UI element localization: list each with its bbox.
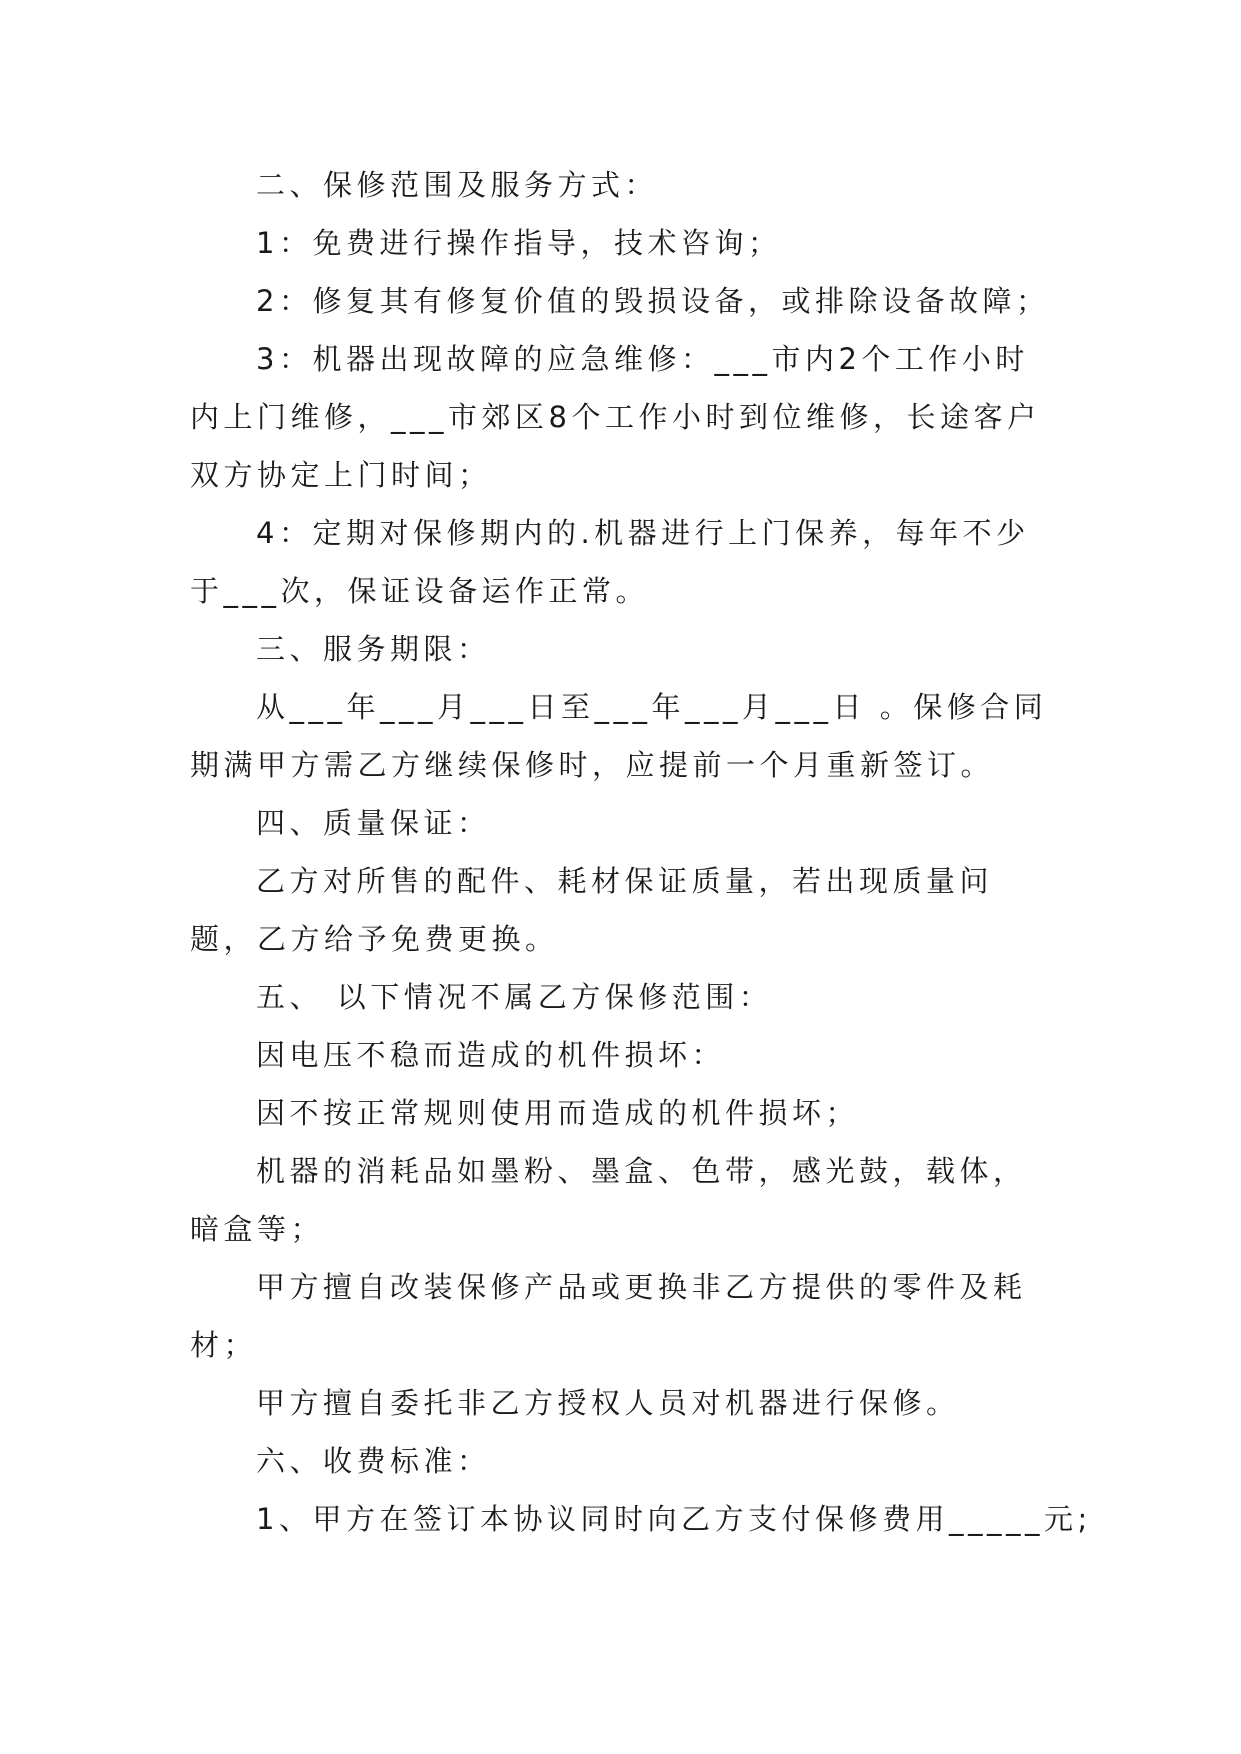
section-heading-fees: 六、收费标准： xyxy=(256,1444,491,1478)
list-item: 1、甲方在签订本协议同时向乙方支付保修费用_____元; xyxy=(256,1502,1092,1536)
list-item: 2：修复其有修复价值的毁损设备，或排除设备故障； xyxy=(256,284,1050,318)
section-heading-exclusions: 五、 以下情况不属乙方保修范围： xyxy=(256,980,773,1014)
section-heading-term: 三、服务期限： xyxy=(256,632,491,666)
paragraph: 乙方对所售的配件、耗材保证质量，若出现质量问题，乙方给予免费更换。 xyxy=(190,864,994,956)
section-heading-quality: 四、质量保证： xyxy=(256,806,491,840)
list-item: 因电压不稳而造成的机件损坏： xyxy=(256,1038,726,1072)
list-item: 机器的消耗品如墨粉、墨盒、色带，感光鼓，载体，暗盒等； xyxy=(190,1154,1027,1246)
list-item: 甲方擅自改装保修产品或更换非乙方提供的零件及耗材； xyxy=(190,1270,1027,1362)
paragraph: 从___年___月___日至___年___月___日 。保修合同期满甲方需乙方继续保修时，应提前一个月重新签订。 xyxy=(190,690,1048,782)
list-item: 3：机器出现故障的应急维修：___市内2个工作小时内上门维修，___市郊区8个工作小时到位维修，长途客户双方协定上门时间； xyxy=(190,342,1041,492)
document-body xyxy=(190,156,1092,1548)
list-item: 4：定期对保修期内的.机器进行上门保养，每年不少于___次，保证设备运作正常。 xyxy=(190,516,1030,608)
list-item: 甲方擅自委托非乙方授权人员对机器进行保修。 xyxy=(256,1386,960,1420)
list-item: 1：免费进行操作指导，技术咨询； xyxy=(256,226,782,260)
section-heading-scope: 二、保修范围及服务方式： xyxy=(256,168,659,202)
list-item: 因不按正常规则使用而造成的机件损坏； xyxy=(256,1096,860,1130)
